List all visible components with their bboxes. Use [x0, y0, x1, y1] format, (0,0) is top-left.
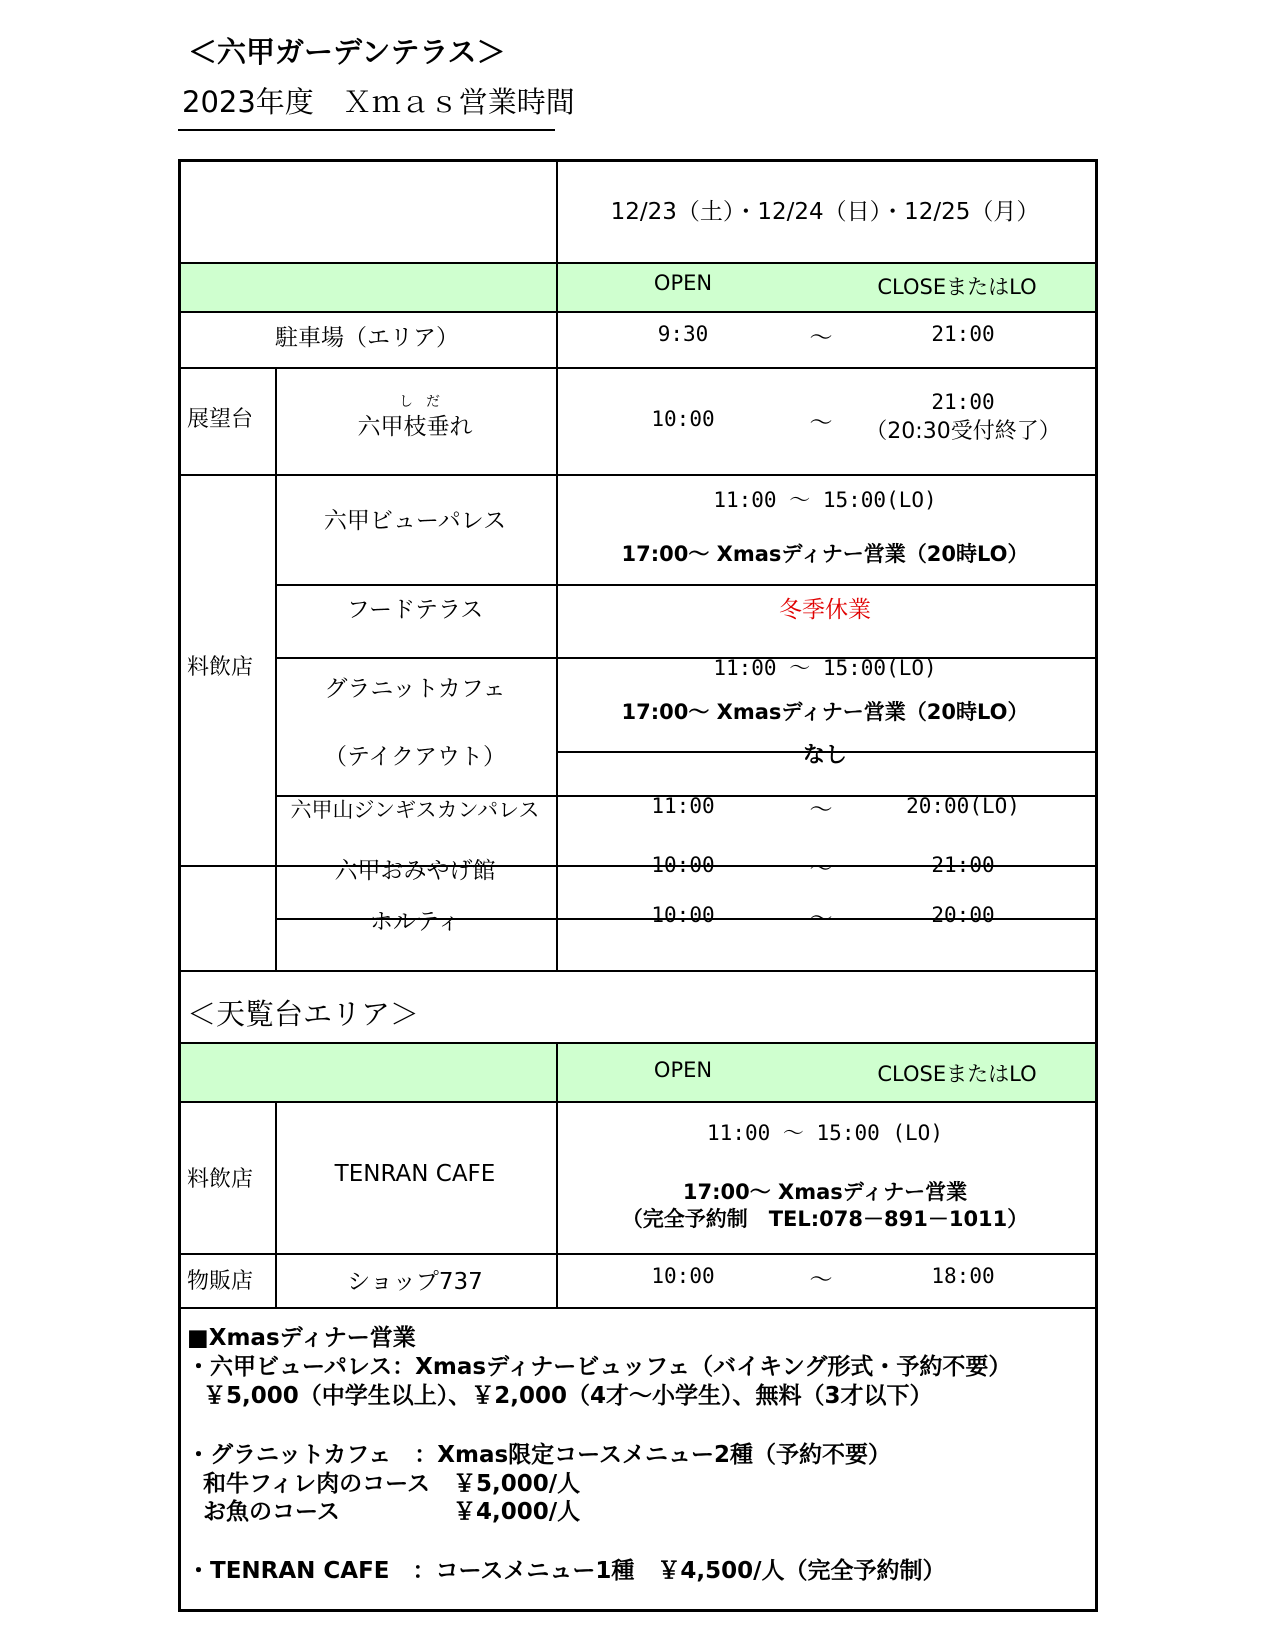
observatory-close-note: （20:30受付終了）: [865, 419, 1061, 444]
notes-granite-course2-price: ￥4,000/人: [453, 1499, 581, 1525]
granite-takeout-name: （テイクアウト）: [324, 744, 506, 770]
shop-open: 10:00: [651, 1264, 715, 1288]
row-divider: [181, 970, 1095, 972]
view-palace-hours: 11:00 ～ 15:00(LO): [713, 488, 937, 512]
col-divider: [556, 162, 558, 970]
granite-cafe-dinner: 17:00～ Xmasディナー営業（20時LO）: [621, 700, 1029, 724]
parking-label: 駐車場（エリア）: [275, 325, 459, 351]
row-divider: [181, 474, 1095, 476]
granite-cafe-hours: 11:00 ～ 15:00(LO): [713, 656, 937, 680]
open-column-header: OPEN: [653, 1058, 713, 1082]
row-divider: [181, 367, 1095, 369]
shop-name: ショップ737: [347, 1269, 483, 1295]
col-divider: [556, 1042, 558, 1307]
tilde-icon: ～: [809, 1267, 833, 1293]
parking-close: 21:00: [931, 322, 995, 346]
jingisukan-open: 11:00: [651, 794, 715, 818]
view-palace-name: 六甲ビューパレス: [323, 508, 507, 534]
row-divider: [275, 584, 1095, 586]
page-subtitle: 2023年度 Ｘｍａｓ営業時間: [182, 85, 575, 119]
notes-view-palace-line1: ・六甲ビューパレス：Xmasディナービュッフェ（バイキング形式・予約不要）: [187, 1354, 1012, 1380]
tenran-cafe-hours: 11:00 ～ 15:00 (LO): [707, 1121, 943, 1145]
notes-heading: ■Xmasディナー営業: [187, 1325, 416, 1351]
horuti-open: 10:00: [651, 903, 715, 927]
open-column-header: OPEN: [653, 271, 713, 295]
row-divider: [181, 262, 1095, 264]
jingisukan-close: 20:00(LO): [906, 794, 1020, 818]
tilde-icon: ～: [809, 797, 833, 823]
notes-tenran-line: ・TENRAN CAFE ：コースメニュー1種 ￥4,500/人（完全予約制）: [187, 1558, 946, 1584]
row-divider: [181, 311, 1095, 313]
notes-granite-course2-name: お魚のコース: [203, 1499, 340, 1525]
schedule-table: [178, 159, 1098, 1612]
view-palace-dinner: 17:00～ Xmasディナー営業（20時LO）: [621, 542, 1029, 566]
restaurant-group-label: 料飲店: [187, 655, 254, 680]
close-column-header: CLOSEまたはLO: [877, 1062, 1037, 1086]
jingisukan-name: 六甲山ジンギスカンパレス: [290, 798, 540, 822]
horuti-close: 20:00: [931, 903, 995, 927]
tilde-icon: ～: [809, 325, 833, 351]
observatory-open: 10:00: [651, 407, 715, 431]
col-divider: [275, 367, 277, 970]
omiyage-name: 六甲おみやげ館: [334, 858, 496, 884]
food-terrace-status: 冬季休業: [779, 597, 871, 623]
row-divider: [275, 657, 1095, 659]
observatory-group-label: 展望台: [187, 407, 254, 432]
notes-granite-line1: ・グラニットカフェ ：Xmas限定コースメニュー2種（予約不要）: [187, 1442, 892, 1468]
date-range: 12/23（土）・12/24（日）・12/25（月）: [610, 199, 1040, 225]
tenran-cafe-name: TENRAN CAFE: [334, 1161, 496, 1187]
shop-close: 18:00: [931, 1264, 995, 1288]
tenran-cafe-reservation: （完全予約制 TEL:078－891－1011）: [621, 1207, 1029, 1231]
row-divider: [181, 1253, 1095, 1255]
shop-group-label: 物販店: [187, 1269, 254, 1294]
observatory-close: 21:00: [931, 390, 995, 414]
row-divider: [181, 1307, 1095, 1309]
omiyage-close: 21:00: [931, 853, 995, 877]
horuti-name: ホルティ: [369, 909, 461, 935]
tenran-cafe-dinner: 17:00～ Xmasディナー営業: [682, 1180, 968, 1204]
title-underline: [178, 129, 555, 131]
ruby-shi: し: [399, 394, 413, 410]
observatory-name: 六甲枝垂れ: [357, 414, 473, 440]
granite-cafe-name: グラニットカフェ: [324, 676, 506, 702]
food-terrace-name: フードテラス: [346, 597, 484, 623]
tenran-section-title: ＜天覧台エリア＞: [187, 997, 420, 1031]
tilde-icon: ～: [809, 856, 833, 882]
tilde-icon: ～: [809, 410, 833, 436]
notes-view-palace-line2: ￥5,000（中学生以上）、￥2,000（4才～小学生）、無料（3才以下）: [203, 1383, 933, 1409]
tilde-icon: ～: [809, 906, 833, 932]
page-title: ＜六甲ガーデンテラス＞: [188, 35, 506, 69]
ruby-da: だ: [426, 394, 440, 410]
col-divider: [275, 1101, 277, 1307]
notes-granite-course1-price: ￥5,000/人: [453, 1471, 581, 1497]
granite-takeout-status: なし: [802, 743, 848, 768]
notes-granite-course1-name: 和牛フィレ肉のコース: [203, 1471, 431, 1497]
omiyage-open: 10:00: [651, 853, 715, 877]
parking-open: 9:30: [657, 322, 709, 346]
row-divider: [181, 1101, 1095, 1103]
close-column-header: CLOSEまたはLO: [877, 275, 1037, 299]
tenran-restaurant-group-label: 料飲店: [187, 1167, 254, 1192]
row-divider: [181, 1042, 1095, 1044]
